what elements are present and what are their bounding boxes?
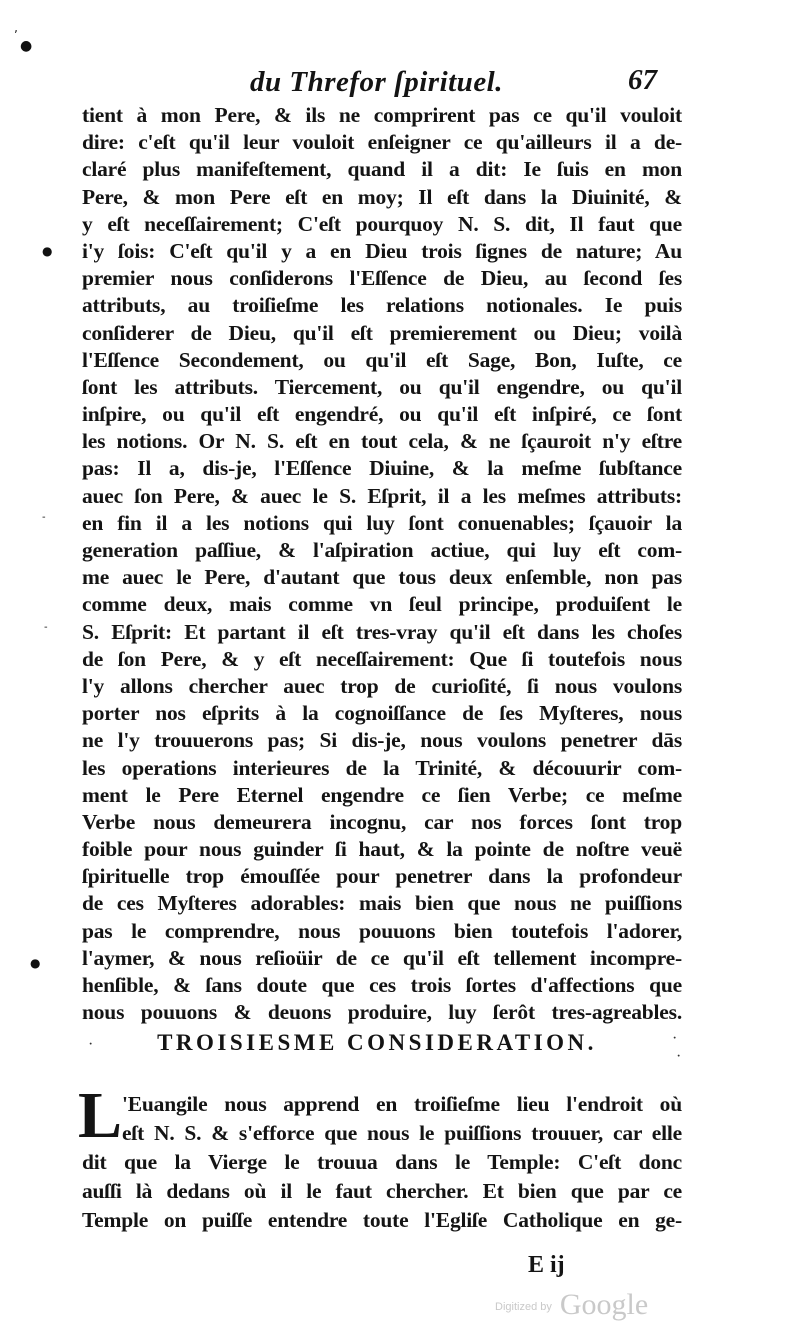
drop-cap: L [78, 1079, 123, 1152]
text-line: Pere, & mon Pere eſt en moy; Il eſt dans la Diuinité, & [82, 184, 682, 209]
text-line: attributs, au troiſieſme les relations notionales. Ie puis [82, 293, 682, 318]
text-line: y eſt neceſſairement; C'eſt pourquoy N. S. dit, Il faut que [82, 211, 682, 236]
running-head: du Threfor ſpirituel. [250, 66, 503, 98]
text-line: henſible, & ſans doute que ces trois ſortes d'affections que [82, 973, 682, 997]
watermark-brand: Google [559, 1288, 649, 1321]
text-line: comme deux, mais comme vn ſeul principe, produiſent le [82, 592, 682, 617]
section-line: auſſi là dedans où il le faut chercher. Et bien que par ce [82, 1179, 682, 1203]
text-line: i'y ſois: C'eſt qu'il y a en Dieu trois ſignes de nature; Au [82, 238, 682, 263]
text-line: pas le comprendre, nous pouuons bien toutefois l'adorer, [82, 918, 682, 943]
section-line: eſt N. S. & s'efforce que nous le puiſſions trouuer, car elle [122, 1121, 682, 1145]
text-line: pas: Il a, dis-je, l'Eſſence Diuine, & la meſme ſubſtance [82, 456, 682, 481]
text-line: auec ſon Pere, & auec le S. Eſprit, il a les meſmes attributs: [82, 483, 682, 508]
text-line: les notions. Or N. S. eſt en tout cela, & ne ſçauroit n'y eſtre [82, 429, 682, 454]
margin-tick-mark: ʼ [14, 28, 18, 42]
digitized-watermark [495, 1288, 648, 1322]
text-line: nous pouuons & deuons produire, luy ſerôt tres-agreables. [82, 1000, 682, 1025]
text-line: ment le Pere Eternel engendre ce ſien Verbe; ce meſme [82, 782, 682, 807]
text-line: foible pour nous guinder ſi haut, & la pointe de noſtre veuë [82, 837, 682, 862]
text-line: ne l'y trouuerons pas; Si dis-je, nous voulons penetrer dās [82, 728, 682, 753]
margin-bullet-mark: ● [42, 244, 53, 258]
section-line: 'Euangile nous apprend en troiſieſme lieu l'endroit où [122, 1092, 682, 1116]
text-line: generation paſſiue, & l'aſpiration actiue, qui luy eſt com- [82, 538, 682, 562]
text-line: dire: c'eſt qu'il leur vouloit enſeigner ce qu'ailleurs il a de- [82, 130, 682, 155]
section-line: dit que la Vierge le trouua dans le Temple: C'eſt donc [82, 1150, 682, 1174]
text-line: me auec le Pere, d'autant que tous deux enſemble, non pas [82, 565, 682, 590]
text-line: l'aymer, & nous reſioüir de ce qu'il eſt tellement incompre- [82, 945, 682, 970]
text-line: l'Eſſence Secondement, ou qu'il eſt Sage, Bon, Iuſte, ce [82, 347, 682, 372]
heading-dot-left: · [88, 1036, 94, 1053]
text-line: ſpirituelle trop émouſſée pour penetrer dans la profondeur [82, 864, 682, 889]
section-text-block [78, 1079, 682, 1235]
text-line: en fin il a les notions qui luy ſont conuenables; ſçauoir la [82, 510, 682, 535]
heading-dot-right: · [676, 1048, 682, 1065]
margin-dash-mark: - [44, 622, 48, 633]
text-line: claré plus manifeſtement, quand il a dit: Ie ſuis en mon [82, 157, 682, 182]
text-line: Verbe nous demeurera incognu, car nos forces ſont trop [82, 809, 682, 834]
text-line: de ces Myſteres adorables: mais bien que nous ne puiſſions [82, 891, 682, 916]
margin-dash-mark: - [42, 512, 46, 523]
text-line: porter nos eſprits à la cognoiſſance de ſes Myſteres, nous [82, 701, 682, 726]
text-line: les operations interieures de la Trinité, & découurir com- [82, 755, 682, 780]
text-line: de ſon Pere, & y eſt neceſſairement: Que ſi toutefois nous [82, 646, 682, 671]
text-line: premier nous conſiderons l'Eſſence de Dieu, au ſecond ſes [82, 266, 682, 291]
heading-dot-right: · [672, 1030, 678, 1047]
section-heading: TROISIESME CONSIDERATION. [157, 1030, 597, 1055]
text-line: tient à mon Pere, & ils ne comprirent pas ce qu'il vouloit [82, 103, 682, 127]
margin-bullet-mark: ● [30, 956, 41, 970]
main-text-block [82, 102, 682, 1026]
text-line: S. Eſprit: Et partant il eſt tres-vray qu'il eſt dans les choſes [82, 619, 682, 644]
text-line: conſiderer de Dieu, qu'il eſt premierement ou Dieu; voilà [82, 320, 682, 345]
signature-mark: E ij [528, 1252, 565, 1278]
text-line: ſont les attributs. Tiercement, ou qu'il engendre, ou qu'il [82, 374, 682, 399]
margin-dot-mark: ● [20, 38, 33, 54]
text-line: l'y allons chercher auec trop de curioſité, ſi nous voulons [82, 673, 682, 698]
watermark-prefix: Digitized by [495, 1301, 552, 1313]
text-line: inſpire, ou qu'il eſt engendré, ou qu'il eſt inſpiré, ce ſont [82, 402, 682, 427]
page-number: 67 [628, 64, 657, 96]
section-line: Temple on puiſſe entendre toute l'Egliſe Catholique en ge- [82, 1208, 682, 1232]
